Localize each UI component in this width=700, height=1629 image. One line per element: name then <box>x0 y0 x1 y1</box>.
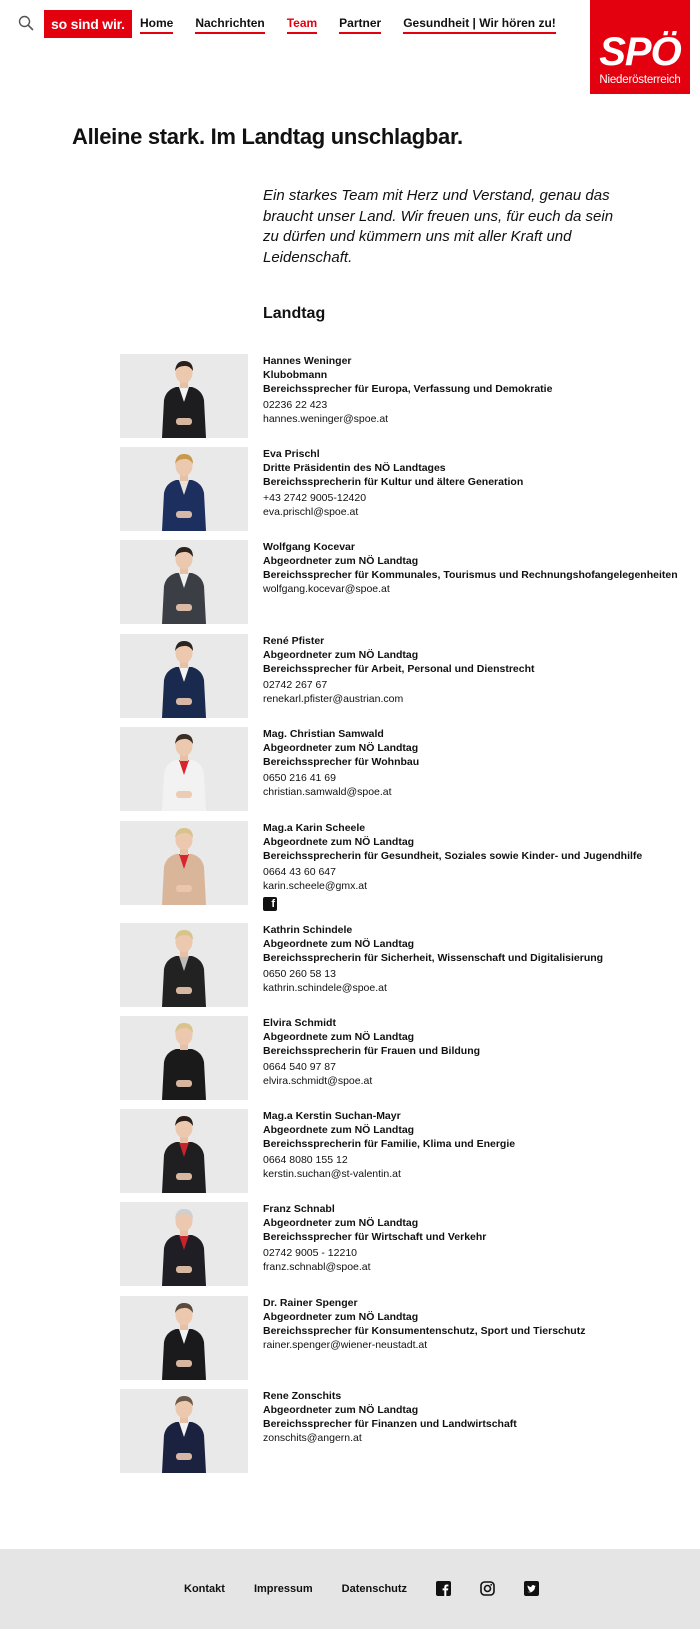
member-area: Bereichssprecherin für Frauen und Bildung <box>263 1045 481 1057</box>
member-area: Bereichssprecherin für Gesundheit, Soziales sowie Kinder- und Jugendhilfe <box>263 850 643 862</box>
member-info <box>263 821 683 911</box>
spoe-logo[interactable] <box>590 0 690 94</box>
member-photo <box>120 447 248 531</box>
member-area: Bereichssprecherin für Kultur und ältere Generation <box>263 476 524 488</box>
member-phone[interactable]: +43 2742 9005-12420 <box>263 492 367 504</box>
main-nav <box>140 16 578 34</box>
member-email[interactable]: karin.scheele@gmx.at <box>263 880 368 892</box>
member-email[interactable]: hannes.weninger@spoe.at <box>263 413 389 425</box>
nav-link-gesundheit[interactable]: Gesundheit | Wir hören zu! <box>403 16 556 34</box>
nav-link-team[interactable]: Team <box>287 16 317 34</box>
member-photo <box>120 1389 248 1473</box>
member-photo <box>120 1202 248 1286</box>
member-area: Bereichssprecherin für Sicherheit, Wissenschaft und Digitalisierung <box>263 952 604 964</box>
member-name: Hannes Weninger <box>263 355 352 367</box>
member-photo <box>120 727 248 811</box>
member-info <box>263 1389 683 1445</box>
person-portrait <box>154 542 214 624</box>
member-role: Abgeordneter zum NÖ Landtag <box>263 555 419 567</box>
member-phone[interactable]: 0650 216 41 69 <box>263 772 336 784</box>
member-phone[interactable]: 0664 540 97 87 <box>263 1061 336 1073</box>
member-area: Bereichssprecher für Wirtschaft und Verkehr <box>263 1231 487 1243</box>
member-role: Abgeordneter zum NÖ Landtag <box>263 1311 419 1323</box>
member-phone[interactable]: 02742 9005 - 12210 <box>263 1247 358 1259</box>
person-portrait <box>154 1298 214 1380</box>
person-portrait <box>154 823 214 905</box>
member-phone[interactable]: 02236 22 423 <box>263 399 328 411</box>
member-area: Bereichssprecher für Arbeit, Personal und Dienstrecht <box>263 663 535 675</box>
person-portrait <box>154 1391 214 1473</box>
instagram-icon[interactable] <box>480 1581 495 1596</box>
member-photo <box>120 540 248 624</box>
member-info <box>263 1109 683 1181</box>
nav-link-home[interactable]: Home <box>140 16 173 34</box>
member-area: Bereichssprecher für Wohnbau <box>263 756 420 768</box>
person-portrait <box>154 925 214 1007</box>
member-photo <box>120 1296 248 1380</box>
search-icon[interactable] <box>17 14 35 32</box>
member-name: Mag. Christian Samwald <box>263 728 384 740</box>
member-role: Abgeordneter zum NÖ Landtag <box>263 742 419 754</box>
twitter-icon[interactable] <box>524 1581 539 1596</box>
member-role: Abgeordnete zum NÖ Landtag <box>263 1124 415 1136</box>
member-role: Abgeordneter zum NÖ Landtag <box>263 1217 419 1229</box>
member-area: Bereichssprecher für Europa, Verfassung und Demokratie <box>263 383 553 395</box>
person-portrait <box>154 1111 214 1193</box>
person-portrait <box>154 1204 214 1286</box>
member-area: Bereichssprecher für Finanzen und Landwirtschaft <box>263 1418 517 1430</box>
page-title: Alleine stark. Im Landtag unschlagbar. <box>72 124 463 149</box>
person-portrait <box>154 449 214 531</box>
member-info <box>263 447 683 519</box>
member-name: Wolfgang Kocevar <box>263 541 355 553</box>
member-role: Dritte Präsidentin des NÖ Landtages <box>263 462 446 474</box>
person-portrait <box>154 1018 214 1100</box>
footer-link-datenschutz[interactable]: Datenschutz <box>341 1582 408 1595</box>
member-area: Bereichssprecher für Konsumentenschutz, Sport und Tierschutz <box>263 1325 586 1337</box>
nav-link-partner[interactable]: Partner <box>339 16 381 34</box>
member-photo <box>120 1016 248 1100</box>
member-name: Dr. Rainer Spenger <box>263 1297 358 1309</box>
member-role: Abgeordnete zum NÖ Landtag <box>263 938 415 950</box>
member-name: Franz Schnabl <box>263 1203 335 1215</box>
member-name: Mag.a Karin Scheele <box>263 822 366 834</box>
logo-subtitle: Niederösterreich <box>599 74 681 86</box>
brand-tag-link[interactable]: so sind wir. <box>44 10 132 38</box>
member-phone[interactable]: 02742 267 67 <box>263 679 328 691</box>
member-area: Bereichssprecherin für Familie, Klima und Energie <box>263 1138 516 1150</box>
nav-link-nachrichten[interactable]: Nachrichten <box>195 16 264 34</box>
member-email[interactable]: kerstin.suchan@st-valentin.at <box>263 1168 401 1180</box>
member-photo <box>120 354 248 438</box>
member-info <box>263 1296 683 1352</box>
member-photo <box>120 821 248 905</box>
member-name: Mag.a Kerstin Suchan-Mayr <box>263 1110 401 1122</box>
member-email[interactable]: rainer.spenger@wiener-neustadt.at <box>263 1339 428 1351</box>
member-name: René Pfister <box>263 635 325 647</box>
member-email[interactable]: kathrin.schindele@spoe.at <box>263 982 387 994</box>
section-title-landtag: Landtag <box>263 305 326 322</box>
member-photo <box>120 634 248 718</box>
member-name: Kathrin Schindele <box>263 924 353 936</box>
member-info <box>263 727 683 799</box>
member-email[interactable]: wolfgang.kocevar@spoe.at <box>263 583 390 595</box>
footer-link-kontakt[interactable]: Kontakt <box>184 1582 225 1595</box>
member-role: Abgeordnete zum NÖ Landtag <box>263 836 415 848</box>
member-email[interactable]: elvira.schmidt@spoe.at <box>263 1075 373 1087</box>
member-role: Abgeordneter zum NÖ Landtag <box>263 1404 419 1416</box>
member-name: Elvira Schmidt <box>263 1017 336 1029</box>
member-info <box>263 923 683 995</box>
person-portrait <box>154 356 214 438</box>
member-info <box>263 1016 683 1088</box>
member-role: Abgeordnete zum NÖ Landtag <box>263 1031 415 1043</box>
person-portrait <box>154 729 214 811</box>
member-email[interactable]: zonschits@angern.at <box>263 1432 362 1444</box>
member-name: Eva Prischl <box>263 448 320 460</box>
member-name: Rene Zonschits <box>263 1390 342 1402</box>
person-portrait <box>154 636 214 718</box>
member-info <box>263 1202 683 1274</box>
member-info <box>263 354 683 426</box>
member-email[interactable]: renekarl.pfister@austrian.com <box>263 693 404 705</box>
member-email[interactable]: christian.samwald@spoe.at <box>263 786 392 798</box>
member-phone[interactable]: 0664 43 60 647 <box>263 866 336 878</box>
facebook-icon[interactable] <box>436 1581 451 1596</box>
member-email[interactable]: eva.prischl@spoe.at <box>263 506 359 518</box>
member-photo <box>120 923 248 1007</box>
logo-mark: SPÖ <box>599 30 681 74</box>
member-role: Abgeordneter zum NÖ Landtag <box>263 649 419 661</box>
member-info <box>263 634 683 706</box>
intro-text: Ein starkes Team mit Herz und Verstand, genau das braucht unser Land. Wir freuen uns, für euch da sein zu dürfen und kümmern uns mit aller Kraft und Leidenschaft. <box>263 187 614 266</box>
member-email[interactable]: franz.schnabl@spoe.at <box>263 1261 371 1273</box>
member-role: Klubobmann <box>263 369 328 381</box>
member-area: Bereichssprecher für Kommunales, Tourismus und Rechnungshofangelegenheiten <box>263 569 678 581</box>
footer-link-impressum[interactable]: Impressum <box>253 1582 313 1595</box>
member-info <box>263 540 683 596</box>
member-phone[interactable]: 0664 8080 155 12 <box>263 1154 348 1166</box>
member-phone[interactable]: 0650 260 58 13 <box>263 968 336 980</box>
footer <box>0 1549 700 1629</box>
facebook-icon[interactable]: f <box>263 897 277 911</box>
member-photo <box>120 1109 248 1193</box>
